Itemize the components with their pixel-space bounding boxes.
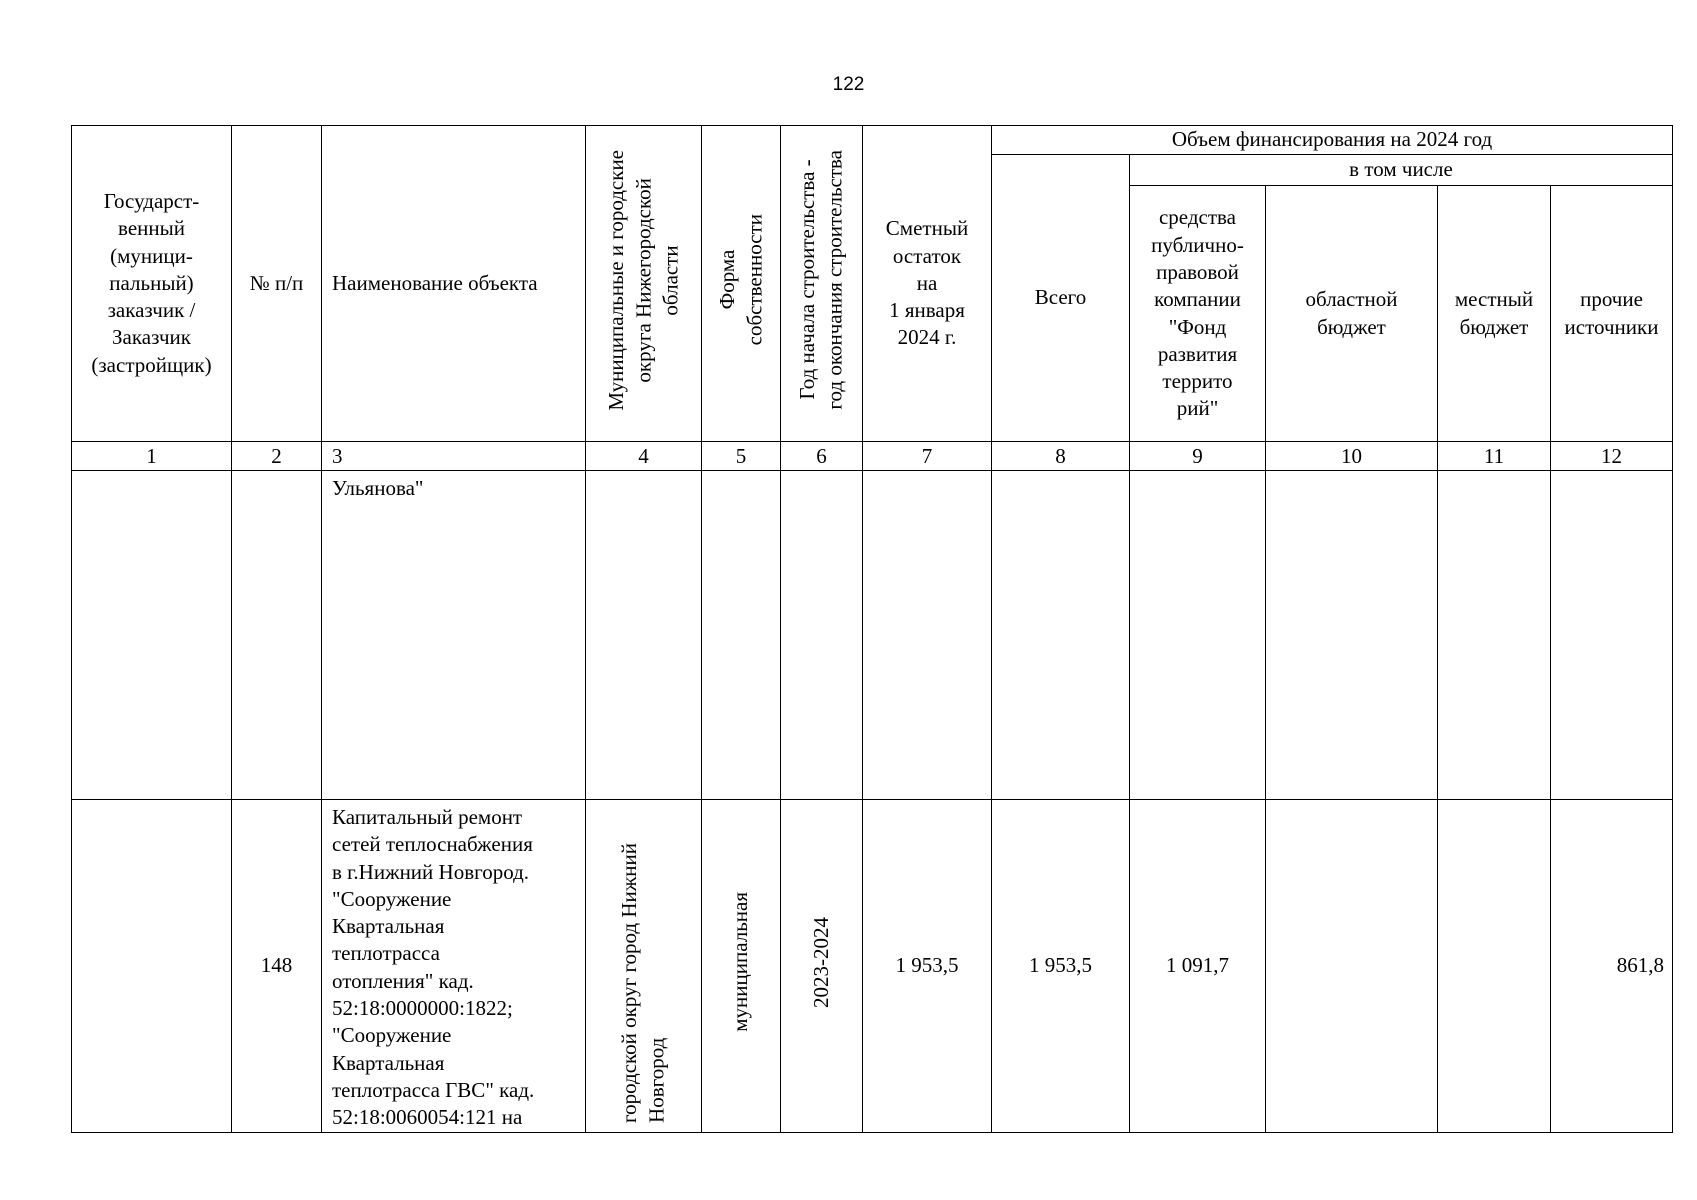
cell-municipal: городской округ город Нижний Новгород	[586, 800, 702, 1133]
cell-object-name: Капитальный ремонт сетей теплоснабжения в г.Нижний Новгород. "Сооружение Квартальная теплотрасса отопления" кад. 52:18:0000000:1822; "Сооружение Квартальная теплотрасса ГВС" кад. 52:18:0060054:121 на	[322, 800, 586, 1133]
column-number: 9	[1130, 442, 1266, 471]
cell-municipal	[586, 471, 702, 800]
cell-other: 861,8	[1551, 800, 1673, 1133]
column-number: 10	[1266, 442, 1438, 471]
header-years: Год начала строительства - год окончания строительства	[781, 126, 863, 442]
cell-local	[1438, 800, 1551, 1133]
cell-fund	[1130, 471, 1266, 800]
table-row	[72, 800, 1673, 1133]
table-row	[72, 471, 1673, 800]
cell-fund: 1 091,7	[1130, 800, 1266, 1133]
header-estimate: Сметный остаток на 1 января 2024 г.	[863, 126, 992, 442]
header-ownership: Форма собственности	[702, 126, 781, 442]
cell-customer	[72, 800, 232, 1133]
cell-estimate	[863, 471, 992, 800]
cell-total	[992, 471, 1130, 800]
cell-total: 1 953,5	[992, 800, 1130, 1133]
column-number: 8	[992, 442, 1130, 471]
header-total: Всего	[992, 155, 1130, 442]
page-number: 122	[832, 74, 865, 95]
header-municipal: Муниципальные и городские округа Нижегородской области	[586, 126, 702, 442]
header-regional: областной бюджет	[1266, 186, 1438, 442]
header-num: № п/п	[232, 126, 322, 442]
cell-years	[781, 471, 863, 800]
cell-num	[232, 471, 322, 800]
column-number: 11	[1438, 442, 1551, 471]
cell-ownership: муниципальная	[702, 800, 781, 1133]
cell-regional	[1266, 800, 1438, 1133]
header-funding-group: Объем финансирования на 2024 год	[992, 126, 1673, 155]
cell-num: 148	[232, 800, 322, 1133]
header-other: прочие источники	[1551, 186, 1673, 442]
column-number: 3	[322, 442, 586, 471]
cell-local	[1438, 471, 1551, 800]
column-numbers-row	[72, 442, 1673, 471]
header-local: местный бюджет	[1438, 186, 1551, 442]
cell-customer	[72, 471, 232, 800]
column-number: 6	[781, 442, 863, 471]
header-including: в том числе	[1130, 155, 1673, 186]
cell-object-name: Ульянова"	[322, 471, 586, 800]
header-fund: средства публично- правовой компании "Фонд развития террито рий"	[1130, 186, 1266, 442]
header-customer: Государст- венный (муници- пальный) заказчик / Заказчик (застройщик)	[72, 126, 232, 442]
column-number: 12	[1551, 442, 1673, 471]
column-number: 2	[232, 442, 322, 471]
column-number: 4	[586, 442, 702, 471]
cell-years: 2023-2024	[781, 800, 863, 1133]
column-number: 5	[702, 442, 781, 471]
cell-other	[1551, 471, 1673, 800]
header-object-name: Наименование объекта	[322, 126, 586, 442]
column-number: 7	[863, 442, 992, 471]
column-number: 1	[72, 442, 232, 471]
cell-regional	[1266, 471, 1438, 800]
financing-table	[71, 125, 1673, 1133]
cell-estimate: 1 953,5	[863, 800, 992, 1133]
cell-ownership	[702, 471, 781, 800]
